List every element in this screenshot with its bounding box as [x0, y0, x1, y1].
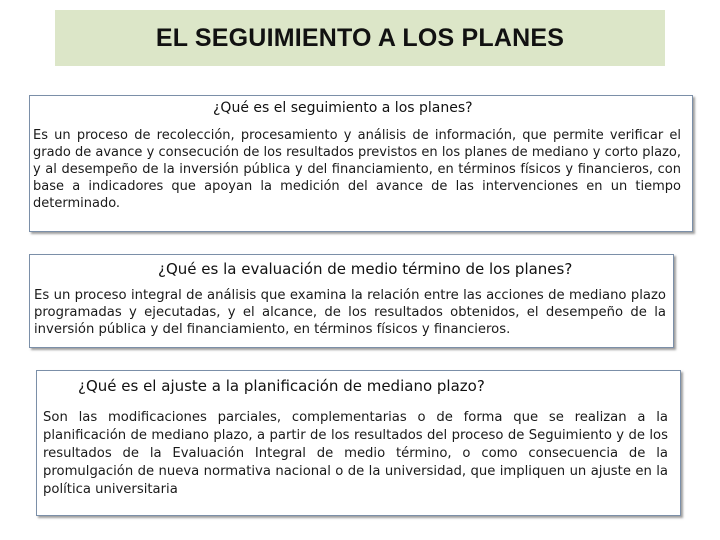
section-ajuste	[36, 370, 681, 516]
section-evaluacion	[29, 254, 674, 348]
section-question: ¿Qué es la evaluación de medio término de los planes?	[158, 260, 573, 278]
section-question: ¿Qué es el ajuste a la planificación de mediano plazo?	[78, 377, 485, 395]
section-answer: Es un proceso de recolección, procesamiento y análisis de información, que permite verificar el grado de avance y consecución de los resultados previstos en los planes de mediano y corto plazo, y al desempeño de la inversión pública y del financiamiento, en términos físicos y financieros, con base a indicadores que apoyan la medición del avance de las intervenciones en un tiempo determinado.	[33, 128, 681, 211]
section-question: ¿Qué es el seguimiento a los planes?	[213, 100, 473, 116]
title-banner	[55, 10, 665, 66]
section-answer: Es un proceso integral de análisis que examina la relación entre las acciones de mediano plazo programadas y ejecutadas, y el alcance, de los resultados obtenidos, el desempeño de la inversión pública y del financiamiento, en términos físicos y financieros.	[34, 288, 666, 337]
page-title: EL SEGUIMIENTO A LOS PLANES	[155, 23, 565, 52]
section-answer: Son las modificaciones parciales, complementarias o de forma que se realizan a la planificación de mediano plazo, a partir de los resultados del proceso de Seguimiento y de los resultados de la Evaluación Integral de medio término, o como consecuencia de la promulgación de nueva normativa nacional o de la universidad, que impliquen un ajuste en la política universitaria	[43, 410, 668, 497]
section-seguimiento	[29, 95, 693, 232]
